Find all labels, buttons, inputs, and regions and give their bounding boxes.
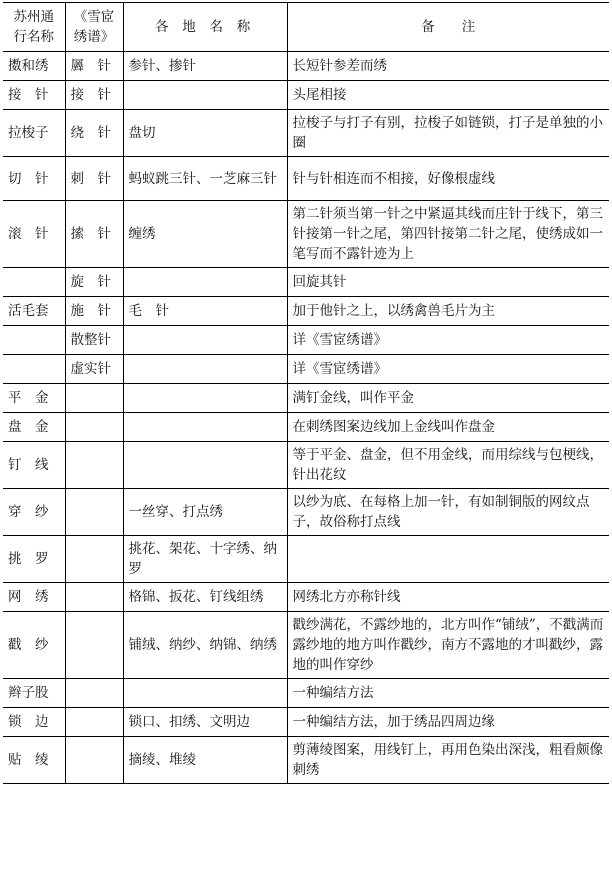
document-page	[3, 2, 609, 784]
cell-note: 加于他针之上，以绣禽兽毛片为主	[287, 297, 609, 326]
cell-note: 回旋其针	[287, 268, 609, 297]
cell-note: 在刺绣图案边线加上金线叫作盘金	[287, 413, 609, 442]
cell-note: 第二针须当第一针之中紧逼其线而庄针于线下，第三针接第一针之尾，第四针接第二针之尾，使绣成如一笔写而不露针迹为上	[287, 201, 609, 268]
cell-suzhou-name: 穿 纱	[3, 489, 65, 536]
cell-suzhou-name: 戳 纱	[3, 612, 65, 679]
cell-local-names: 格锦、扳花、钉线组绣	[123, 583, 287, 612]
cell-suzhou-name: 辫子股	[3, 679, 65, 708]
cell-local-names: 锁口、扣绣、文明边	[123, 708, 287, 737]
table-header-row	[3, 3, 609, 52]
cell-suzhou-name: 钉 线	[3, 442, 65, 489]
cell-xuehuan-name: 绕 针	[65, 110, 123, 157]
cell-suzhou-name: 切 针	[3, 157, 65, 201]
cell-suzhou-name: 盘 金	[3, 413, 65, 442]
cell-suzhou-name: 拉梭子	[3, 110, 65, 157]
cell-note: 满钉金线，叫作平金	[287, 384, 609, 413]
cell-suzhou-name: 锁 边	[3, 708, 65, 737]
cell-xuehuan-name: 施 针	[65, 297, 123, 326]
table-row	[3, 442, 609, 489]
cell-xuehuan-name: 虚实针	[65, 355, 123, 384]
cell-xuehuan-name	[65, 442, 123, 489]
table-row	[3, 297, 609, 326]
cell-local-names: 一丝穿、打点绣	[123, 489, 287, 536]
cell-suzhou-name	[3, 268, 65, 297]
cell-suzhou-name: 网 绣	[3, 583, 65, 612]
table-row	[3, 201, 609, 268]
cell-xuehuan-name	[65, 679, 123, 708]
table-row	[3, 384, 609, 413]
cell-suzhou-name: 滚 针	[3, 201, 65, 268]
header-local-names: 各 地 名 称	[123, 3, 287, 52]
cell-local-names	[123, 442, 287, 489]
cell-suzhou-name	[3, 326, 65, 355]
cell-xuehuan-name	[65, 708, 123, 737]
cell-local-names: 挑花、架花、十字绣、纳罗	[123, 536, 287, 583]
cell-local-names: 摘绫、堆绫	[123, 737, 287, 784]
cell-xuehuan-name: 刺 针	[65, 157, 123, 201]
cell-note: 剪薄绫图案，用线钉上，再用色染出深浅，粗看颇像刺绣	[287, 737, 609, 784]
cell-suzhou-name: 平 金	[3, 384, 65, 413]
cell-note: 头尾相接	[287, 81, 609, 110]
cell-local-names	[123, 81, 287, 110]
cell-note: 一种编结方法	[287, 679, 609, 708]
cell-suzhou-name: 擞和绣	[3, 52, 65, 81]
cell-note: 详《雪宧绣谱》	[287, 355, 609, 384]
cell-xuehuan-name	[65, 583, 123, 612]
cell-xuehuan-name: 散整针	[65, 326, 123, 355]
cell-xuehuan-name	[65, 489, 123, 536]
cell-xuehuan-name	[65, 384, 123, 413]
cell-local-names	[123, 326, 287, 355]
cell-note: 一种编结方法，加于绣品四周边缘	[287, 708, 609, 737]
cell-note: 针与针相连而不相接，好像根虚线	[287, 157, 609, 201]
cell-local-names	[123, 413, 287, 442]
cell-local-names: 参针、掺针	[123, 52, 287, 81]
cell-xuehuan-name: 𢱢 针	[65, 201, 123, 268]
cell-local-names	[123, 268, 287, 297]
cell-note: 长短针参差而绣	[287, 52, 609, 81]
header-xuehuan-pu: 《雪宧绣谱》	[65, 3, 123, 52]
cell-local-names	[123, 679, 287, 708]
header-suzhou-name: 苏州通行名称	[3, 3, 65, 52]
table-row	[3, 355, 609, 384]
table-row	[3, 612, 609, 679]
table-row	[3, 489, 609, 536]
cell-note: 拉梭子与打子有别，拉梭子如链锁，打子是单独的小圈	[287, 110, 609, 157]
cell-suzhou-name: 接 针	[3, 81, 65, 110]
table-row	[3, 157, 609, 201]
table-row	[3, 583, 609, 612]
table-row	[3, 268, 609, 297]
cell-local-names	[123, 384, 287, 413]
cell-xuehuan-name	[65, 413, 123, 442]
cell-local-names: 盘切	[123, 110, 287, 157]
cell-suzhou-name: 挑 罗	[3, 536, 65, 583]
table-row	[3, 52, 609, 81]
cell-note: 戳纱满花，不露纱地的，北方叫作“铺绒”，不戳满而露纱地的地方叫作戳纱，南方不露地的才叫戳纱，露地的叫作穿纱	[287, 612, 609, 679]
cell-note: 等于平金、盘金，但不用金线，而用综线与包梗线，针出花纹	[287, 442, 609, 489]
cell-xuehuan-name: 旋 针	[65, 268, 123, 297]
table-row	[3, 110, 609, 157]
cell-note: 详《雪宧绣谱》	[287, 326, 609, 355]
cell-xuehuan-name	[65, 737, 123, 784]
cell-suzhou-name: 贴 绫	[3, 737, 65, 784]
cell-xuehuan-name	[65, 612, 123, 679]
table-row	[3, 679, 609, 708]
table-row	[3, 326, 609, 355]
table-row	[3, 737, 609, 784]
table-row	[3, 536, 609, 583]
cell-note	[287, 536, 609, 583]
cell-note: 以纱为底、在每格上加一针，有如制铜版的网纹点子，故俗称打点线	[287, 489, 609, 536]
table-row	[3, 708, 609, 737]
cell-local-names: 缠绣	[123, 201, 287, 268]
embroidery-stitch-table	[3, 2, 609, 784]
cell-local-names: 毛 针	[123, 297, 287, 326]
cell-local-names: 蚂蚁跳三针、一芝麻三针	[123, 157, 287, 201]
table-row	[3, 413, 609, 442]
header-notes: 备 注	[287, 3, 609, 52]
cell-suzhou-name	[3, 355, 65, 384]
cell-xuehuan-name	[65, 536, 123, 583]
cell-xuehuan-name: 羼 针	[65, 52, 123, 81]
cell-local-names	[123, 355, 287, 384]
cell-local-names: 铺绒、纳纱、纳锦、纳绣	[123, 612, 287, 679]
cell-suzhou-name: 活毛套	[3, 297, 65, 326]
table-row	[3, 81, 609, 110]
cell-xuehuan-name: 接 针	[65, 81, 123, 110]
cell-note: 网绣北方亦称针线	[287, 583, 609, 612]
